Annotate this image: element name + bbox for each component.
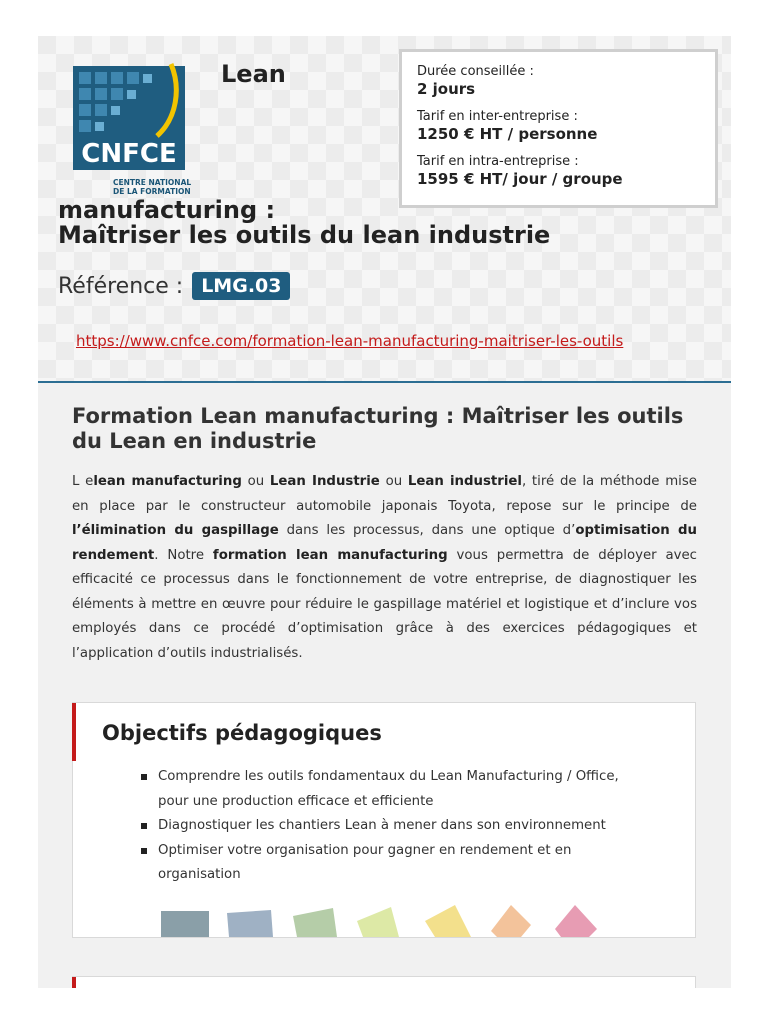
logo-wordmark: CNFCE <box>81 139 177 169</box>
shape-tilted-2 <box>227 910 273 937</box>
duration-label: Durée conseillée : <box>417 64 534 79</box>
document-page <box>38 36 731 988</box>
section-title: Formation Lean manufacturing : Maîtriser les outils du Lean en industrie <box>72 404 684 453</box>
shape-tilted-4 <box>357 907 399 937</box>
list-item: Diagnostiquer les chantiers Lean à mener dans son environnement <box>141 814 641 839</box>
intra-price-value: 1595 € HT/ jour / groupe <box>417 170 623 188</box>
shape-square-1 <box>161 911 209 937</box>
bullet-icon <box>141 848 147 854</box>
next-section-card <box>72 976 696 988</box>
bullet-icon <box>141 823 147 829</box>
shape-tilted-5 <box>425 905 471 937</box>
objectives-card <box>72 702 696 938</box>
shape-diamond-7 <box>555 905 597 937</box>
card-accent-bar <box>72 703 76 761</box>
logo-subtitle: CENTRE NATIONAL DE LA FORMATION <box>113 178 192 196</box>
page-title: manufacturing : Maîtriser les outils du lean industrie <box>58 196 551 249</box>
objectives-title: Objectifs pédagogiques <box>102 721 382 745</box>
header-banner <box>38 36 731 383</box>
bullet-icon <box>141 774 147 780</box>
duration-value: 2 jours <box>417 80 476 98</box>
list-item: Optimiser votre organisation pour gagner en rendement et en organisation <box>141 839 641 888</box>
pricing-info-box <box>399 49 718 208</box>
inter-price-value: 1250 € HT / personne <box>417 125 598 143</box>
page-title-line1: Lean <box>221 60 286 88</box>
course-url-link[interactable]: https://www.cnfce.com/formation-lean-manufacturing-maitriser-les-outils <box>76 332 624 350</box>
intra-price-label: Tarif en intra-entreprise : <box>417 154 579 169</box>
reference-row <box>58 272 290 300</box>
cnfce-logo <box>73 58 193 198</box>
decorative-shapes <box>157 903 617 937</box>
shape-diamond-6 <box>491 905 531 937</box>
objectives-list <box>141 765 641 888</box>
list-item: Comprendre les outils fondamentaux du Lean Manufacturing / Office, pour une production efficace et efficiente <box>141 765 641 814</box>
shape-tilted-3 <box>293 908 337 937</box>
reference-label: Référence : <box>58 273 184 299</box>
intro-paragraph: L elean manufacturing ou Lean Industrie ou Lean industriel, tiré de la méthode mise en place par le constructeur automobile japonais Toyota, repose sur le principe de l’élimination du gaspillage dans les processus, dans une optique d’optimisation du rendement. Notre formation lean manufacturing vous permettra de déployer avec efficacité ce processus dans le fonctionnement de votre entreprise, de diagnostiquer les éléments à mettre en œuvre pour réduire le gaspillage matériel et logistique et d’inclure vos employés dans ce procédé d’optimisation grâce à des exercices pédagogiques et l’application d’outils industrialisés. <box>72 474 697 661</box>
card-accent-bar <box>72 977 76 988</box>
inter-price-label: Tarif en inter-entreprise : <box>417 109 578 124</box>
reference-badge: LMG.03 <box>192 272 290 300</box>
